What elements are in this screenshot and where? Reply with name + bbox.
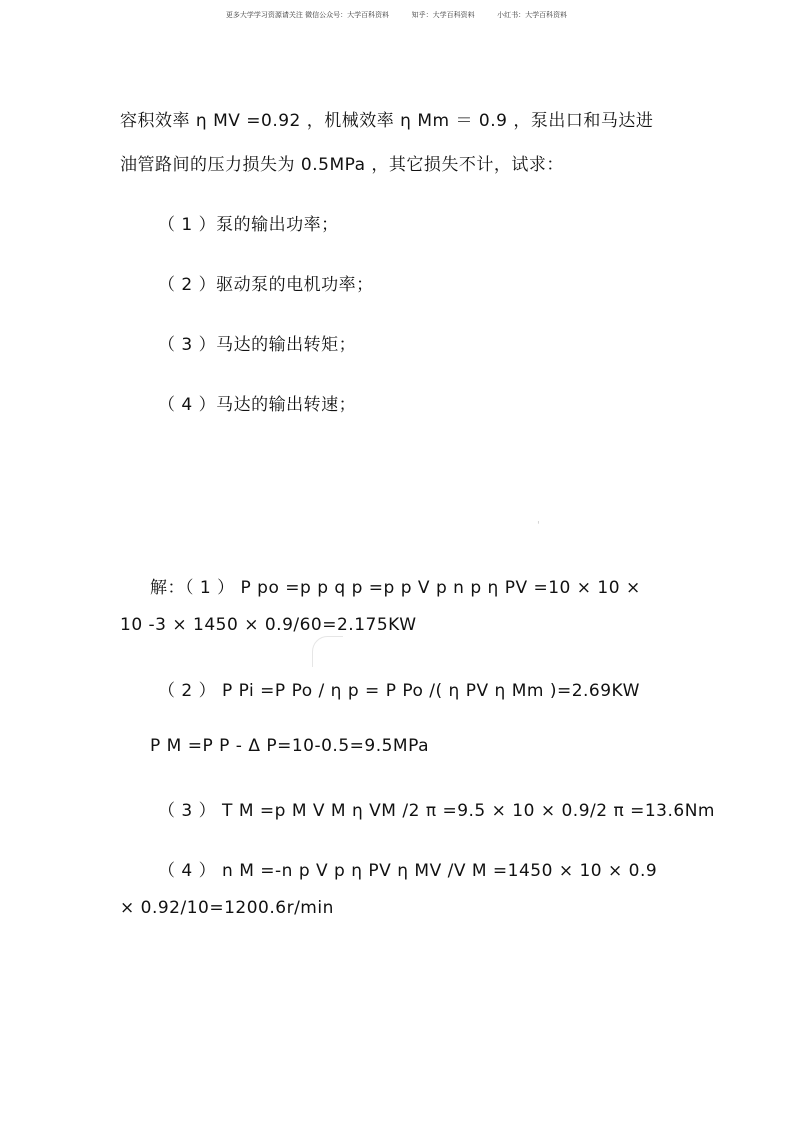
problem-line-2: 油管路间的压力损失为 0.5MPa ，其它损失不计，试求： xyxy=(120,155,564,175)
header-wechat-text: 更多大学学习资源请关注 微信公众号：大学百科资料 xyxy=(225,11,390,19)
problem-item-1: （ 1 ）泵的输出功率； xyxy=(158,215,339,235)
header-xiaohongshu-text: 小红书：大学百科资料 xyxy=(497,11,568,19)
solution-step-3-line-1: （ 3 ） T M =p M V M η VM /2 π =9.5 × 10 × 0.9/2 π =13.6Nm xyxy=(158,801,715,821)
problem-item-3: （ 3 ）马达的输出转矩； xyxy=(158,335,357,355)
page-header xyxy=(0,10,793,20)
problem-item-4: （ 4 ）马达的输出转速； xyxy=(158,395,357,415)
scan-smudge xyxy=(312,636,343,667)
header-zhihu-text: 知乎：大学百科资料 xyxy=(411,11,475,19)
problem-item-2: （ 2 ）驱动泵的电机功率； xyxy=(158,275,374,295)
solution-step-4-line-2: × 0.92/10=1200.6r/min xyxy=(120,898,334,918)
scan-speck: ' xyxy=(537,520,540,531)
solution-step-1-line-2: 10 -3 × 1450 × 0.9/60=2.175KW xyxy=(120,615,417,635)
solution-step-2-line-1: （ 2 ） P Pi =P Po / η p = P Po /( η PV η Mm )=2.69KW xyxy=(158,681,640,701)
solution-step-1-line-1: 解：（ 1 ） P po =p p q p =p p V p n p η PV =10 × 10 × xyxy=(150,578,641,598)
problem-line-1: 容积效率 η MV =0.92 ，机械效率 η Mm ＝ 0.9 ，泵出口和马达进 xyxy=(120,111,654,131)
solution-step-4-line-1: （ 4 ） n M =-n p V p η PV η MV /V M =1450 × 10 × 0.9 xyxy=(158,861,658,881)
solution-step-2-line-2: P M =P P - Δ P=10-0.5=9.5MPa xyxy=(150,736,430,756)
